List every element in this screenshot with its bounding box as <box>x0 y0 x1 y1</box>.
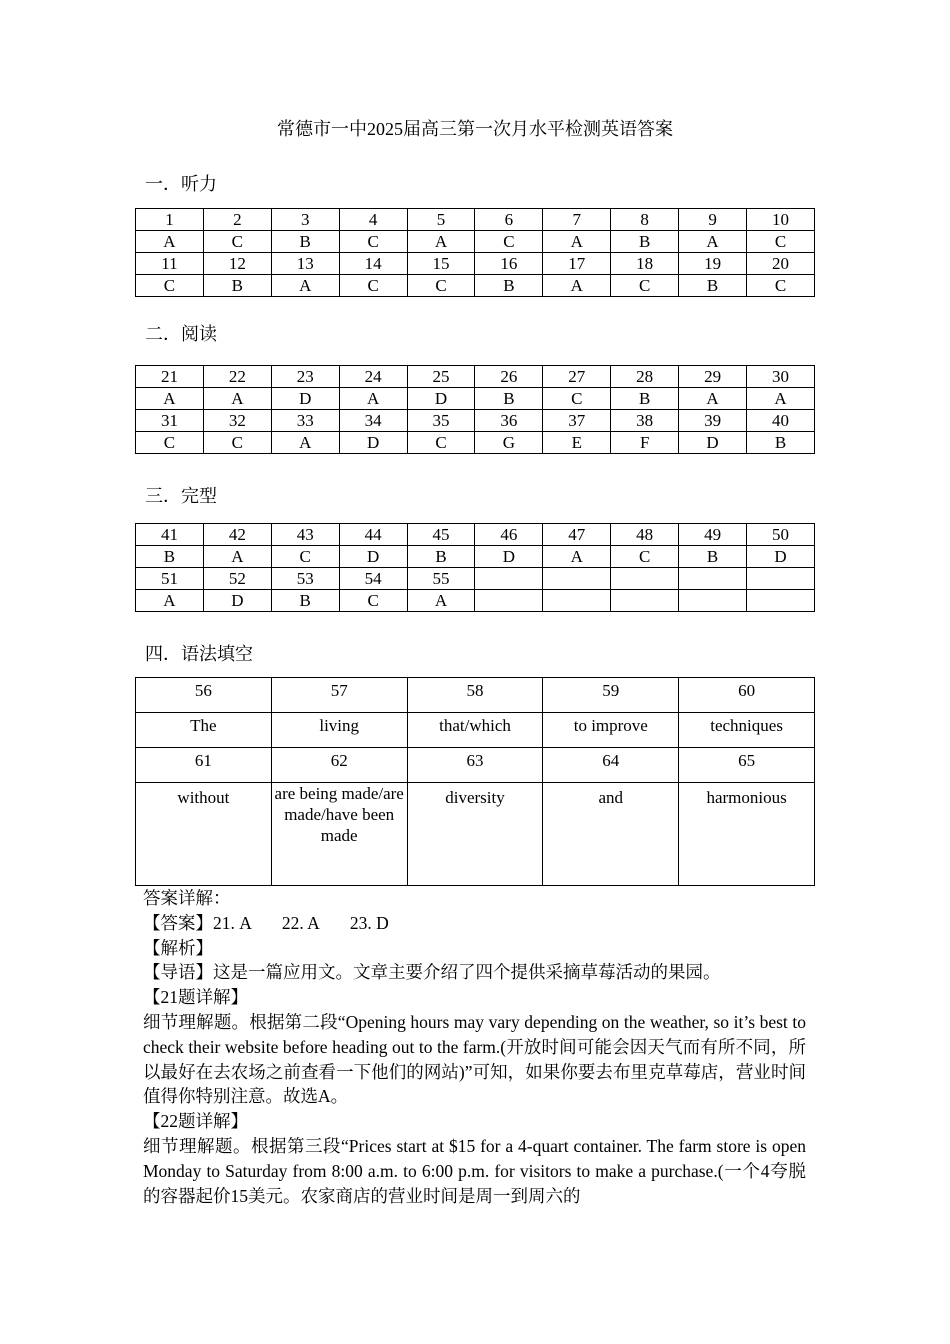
answer-cell: harmonious <box>679 783 815 886</box>
question-number-cell <box>543 568 611 590</box>
table-row <box>136 713 815 748</box>
answer-cell: A <box>203 388 271 410</box>
answer-cell: B <box>679 275 747 297</box>
cloze-heading: 三．完型 <box>145 486 217 506</box>
question-number-cell: 24 <box>339 366 407 388</box>
question-number-cell: 31 <box>136 410 204 432</box>
table-row <box>136 568 815 590</box>
answer-cell: D <box>339 432 407 454</box>
answer-cell: C <box>339 231 407 253</box>
grammar-heading: 四．语法填空 <box>145 644 253 664</box>
question-number-cell: 41 <box>136 524 204 546</box>
answer-cell: B <box>611 388 679 410</box>
answer-cell: A <box>407 590 475 612</box>
answer-cell: B <box>203 275 271 297</box>
question-number-cell <box>611 568 679 590</box>
question-number-cell: 18 <box>611 253 679 275</box>
answer-cell: C <box>339 590 407 612</box>
answer-cell: techniques <box>679 713 815 748</box>
answer-cell: to improve <box>543 713 679 748</box>
question-number-cell: 37 <box>543 410 611 432</box>
answer-cell: C <box>543 388 611 410</box>
answer-label: 【答案】 <box>143 912 213 933</box>
answer-cell: A <box>679 388 747 410</box>
answer-cell: A <box>203 546 271 568</box>
question-number-cell: 9 <box>679 209 747 231</box>
question-number-cell: 17 <box>543 253 611 275</box>
answer-cell: C <box>271 546 339 568</box>
listening-table <box>135 208 815 297</box>
question-number-cell: 57 <box>271 678 407 713</box>
question-number-cell: 50 <box>747 524 815 546</box>
answer-cell: G <box>475 432 543 454</box>
question-number-cell: 46 <box>475 524 543 546</box>
answer-cell: C <box>747 275 815 297</box>
answer-cell: The <box>136 713 272 748</box>
answer-cell <box>679 590 747 612</box>
reading-table <box>135 365 815 454</box>
answer-cell: A <box>747 388 815 410</box>
answer-cell: C <box>611 275 679 297</box>
question-number-cell: 16 <box>475 253 543 275</box>
q21-explanation: 细节理解题。根据第二段“Opening hours may vary depending on the weather, so it’s best to check their website before heading out to the farm.(开放时间可能会因天气而有所不同，所以最好在去农场之前查看一下他们的网站)”可知，如果你要去布里克草莓店，营业时间值得你特别注意。故选A。 <box>143 1011 806 1107</box>
question-number-cell: 5 <box>407 209 475 231</box>
guide-text: 【导语】这是一篇应用文。文章主要介绍了四个提供采摘草莓活动的果园。 <box>143 962 721 983</box>
question-number-cell: 61 <box>136 748 272 783</box>
answer-cell <box>747 590 815 612</box>
answer-cell: that/which <box>407 713 543 748</box>
question-number-cell: 39 <box>679 410 747 432</box>
question-number-cell: 7 <box>543 209 611 231</box>
question-number-cell: 54 <box>339 568 407 590</box>
table-row <box>136 432 815 454</box>
question-number-cell: 13 <box>271 253 339 275</box>
answer-cell: B <box>271 590 339 612</box>
question-number-cell: 45 <box>407 524 475 546</box>
question-number-cell: 11 <box>136 253 204 275</box>
answer-cell: D <box>475 546 543 568</box>
answer-cell: C <box>203 231 271 253</box>
question-number-cell: 29 <box>679 366 747 388</box>
answer-cell: D <box>747 546 815 568</box>
question-number-cell: 34 <box>339 410 407 432</box>
question-number-cell: 43 <box>271 524 339 546</box>
question-number-cell: 32 <box>203 410 271 432</box>
answer-cell <box>611 590 679 612</box>
question-number-cell: 55 <box>407 568 475 590</box>
question-number-cell: 21 <box>136 366 204 388</box>
page-title: 常德市一中2025届高三第一次月水平检测英语答案 <box>277 119 673 139</box>
table-row <box>136 231 815 253</box>
question-number-cell: 6 <box>475 209 543 231</box>
answer-cell: C <box>747 231 815 253</box>
answer-cell: C <box>339 275 407 297</box>
reading-heading: 二．阅读 <box>145 324 217 344</box>
analysis-label: 【解析】 <box>143 937 213 958</box>
answer-cell: C <box>203 432 271 454</box>
question-number-cell: 12 <box>203 253 271 275</box>
question-number-cell: 62 <box>271 748 407 783</box>
answer-cell: living <box>271 713 407 748</box>
answer-cell: A <box>339 388 407 410</box>
answer-cell: B <box>271 231 339 253</box>
question-number-cell: 56 <box>136 678 272 713</box>
answer-cell: D <box>339 546 407 568</box>
question-number-cell: 26 <box>475 366 543 388</box>
answer-cell: B <box>679 546 747 568</box>
answer-cell: F <box>611 432 679 454</box>
table-row <box>136 524 815 546</box>
question-number-cell <box>475 568 543 590</box>
question-number-cell: 8 <box>611 209 679 231</box>
answer-cell: A <box>543 546 611 568</box>
question-number-cell: 33 <box>271 410 339 432</box>
answer-item: 21. A <box>213 912 252 933</box>
answer-cell: without <box>136 783 272 886</box>
question-number-cell: 27 <box>543 366 611 388</box>
answer-cell: B <box>475 275 543 297</box>
answer-cell: C <box>611 546 679 568</box>
answer-cell: diversity <box>407 783 543 886</box>
question-number-cell <box>679 568 747 590</box>
answer-cell <box>475 590 543 612</box>
table-row <box>136 748 815 783</box>
answer-cell: D <box>271 388 339 410</box>
question-number-cell: 2 <box>203 209 271 231</box>
question-number-cell: 47 <box>543 524 611 546</box>
answer-cell: D <box>203 590 271 612</box>
question-number-cell: 1 <box>136 209 204 231</box>
question-number-cell: 36 <box>475 410 543 432</box>
question-number-cell: 40 <box>747 410 815 432</box>
question-number-cell: 60 <box>679 678 815 713</box>
table-row <box>136 678 815 713</box>
question-number-cell: 23 <box>271 366 339 388</box>
table-row <box>136 388 815 410</box>
answer-cell: and <box>543 783 679 886</box>
answer-line <box>143 911 806 936</box>
question-number-cell: 30 <box>747 366 815 388</box>
question-number-cell: 59 <box>543 678 679 713</box>
answer-cell: D <box>407 388 475 410</box>
answer-item: 22. A <box>281 912 320 933</box>
question-number-cell: 28 <box>611 366 679 388</box>
question-number-cell <box>747 568 815 590</box>
answer-cell: A <box>543 231 611 253</box>
question-number-cell: 65 <box>679 748 815 783</box>
table-row <box>136 590 815 612</box>
answer-cell: C <box>407 432 475 454</box>
listening-heading: 一．听力 <box>145 174 217 194</box>
table-row <box>136 253 815 275</box>
answer-cell: B <box>407 546 475 568</box>
question-number-cell: 64 <box>543 748 679 783</box>
question-number-cell: 20 <box>747 253 815 275</box>
answer-cell: B <box>747 432 815 454</box>
question-number-cell: 49 <box>679 524 747 546</box>
question-number-cell: 14 <box>339 253 407 275</box>
question-number-cell: 58 <box>407 678 543 713</box>
answer-cell: C <box>136 432 204 454</box>
q22-explanation: 细节理解题。根据第三段“Prices start at $15 for a 4-quart container. The farm store is open Monday to Saturday from 8:00 a.m. to 6:00 p.m. for visitors to make a purchase.(一个4夸脱的容器起价15美元。农家商店的营业时间是周一到周六的 <box>143 1135 806 1206</box>
question-number-cell: 10 <box>747 209 815 231</box>
question-number-cell: 35 <box>407 410 475 432</box>
table-row <box>136 275 815 297</box>
question-number-cell: 52 <box>203 568 271 590</box>
answer-cell: A <box>407 231 475 253</box>
cloze-table <box>135 523 815 612</box>
table-row <box>136 410 815 432</box>
grammar-table <box>135 677 815 886</box>
answer-item: 23. D <box>349 912 389 933</box>
answer-cell: A <box>271 275 339 297</box>
answer-cell: A <box>271 432 339 454</box>
question-number-cell: 51 <box>136 568 204 590</box>
answer-cell: E <box>543 432 611 454</box>
question-number-cell: 3 <box>271 209 339 231</box>
question-number-cell: 42 <box>203 524 271 546</box>
answer-cell: B <box>475 388 543 410</box>
answer-cell: are being made/are made/have been made <box>271 783 407 886</box>
answer-cell: B <box>611 231 679 253</box>
question-number-cell: 63 <box>407 748 543 783</box>
q22-heading: 【22题详解】 <box>143 1111 248 1132</box>
question-number-cell: 19 <box>679 253 747 275</box>
answer-cell: C <box>407 275 475 297</box>
answer-cell: A <box>136 590 204 612</box>
question-number-cell: 44 <box>339 524 407 546</box>
question-number-cell: 53 <box>271 568 339 590</box>
question-number-cell: 4 <box>339 209 407 231</box>
details-heading: 答案详解： <box>143 888 231 908</box>
answer-details <box>143 886 806 1208</box>
answer-cell: B <box>136 546 204 568</box>
answer-cell <box>543 590 611 612</box>
question-number-cell: 48 <box>611 524 679 546</box>
answer-cell: C <box>475 231 543 253</box>
q21-heading: 【21题详解】 <box>143 987 248 1008</box>
table-row <box>136 546 815 568</box>
table-row <box>136 209 815 231</box>
answer-cell: A <box>679 231 747 253</box>
answer-cell: A <box>543 275 611 297</box>
answer-cell: C <box>136 275 204 297</box>
question-number-cell: 38 <box>611 410 679 432</box>
question-number-cell: 25 <box>407 366 475 388</box>
question-number-cell: 22 <box>203 366 271 388</box>
table-row <box>136 783 815 886</box>
answer-cell: A <box>136 231 204 253</box>
answer-cell: A <box>136 388 204 410</box>
question-number-cell: 15 <box>407 253 475 275</box>
table-row <box>136 366 815 388</box>
answer-cell: D <box>679 432 747 454</box>
